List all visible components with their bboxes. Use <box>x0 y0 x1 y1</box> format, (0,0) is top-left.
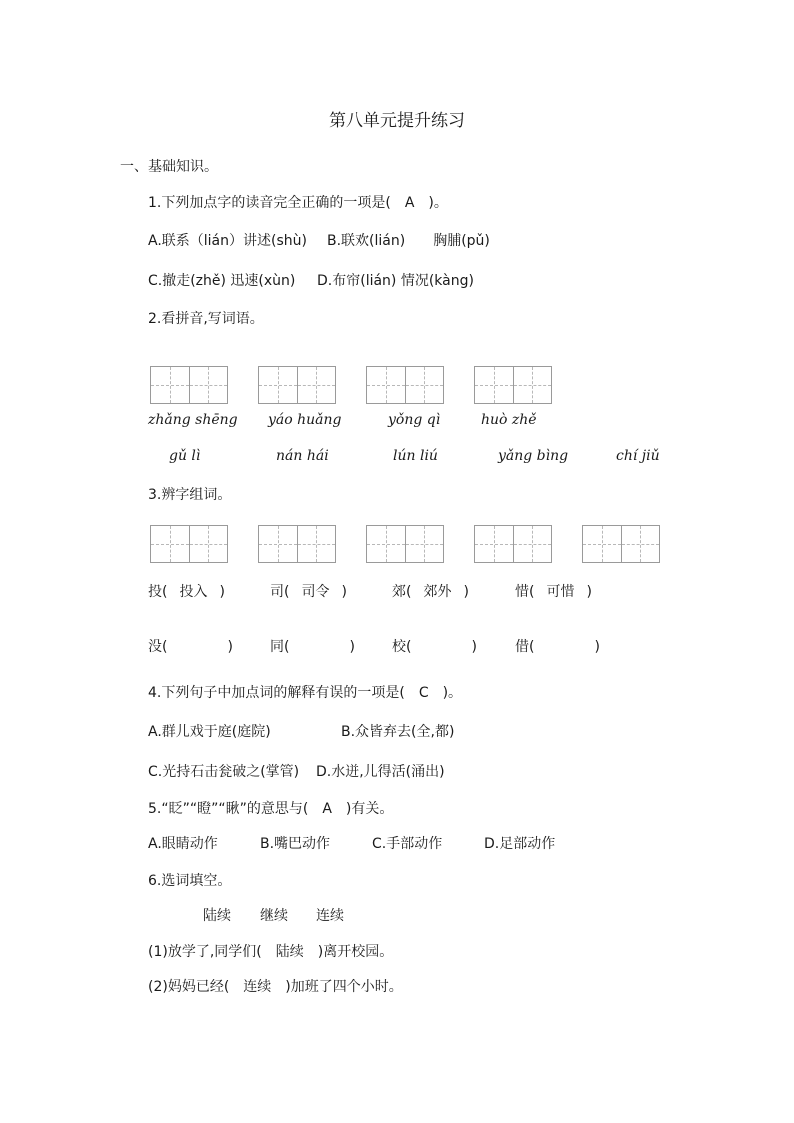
writing-box[interactable] <box>150 366 228 404</box>
word-group-item: 借( ) <box>515 639 600 655</box>
word-group-item: 司( 司令 ) <box>270 584 347 600</box>
word-group-item: 没( ) <box>148 639 233 655</box>
word-choice: 继续 <box>260 908 288 924</box>
writing-box[interactable] <box>474 366 552 404</box>
question-4-option-c: C.光持石击瓮破之(掌管) <box>148 764 300 780</box>
writing-box[interactable] <box>366 366 444 404</box>
page-title: 第八单元提升练习 <box>329 111 465 131</box>
question-1-stem: 1.下列加点字的读音完全正确的一项是( A )。 <box>148 195 448 211</box>
section-heading: 一、基础知识。 <box>120 159 218 175</box>
question-4-option-b: B.众皆弃去(全,都) <box>341 724 455 740</box>
question-2-stem: 2.看拼音,写词语。 <box>148 311 264 327</box>
writing-box[interactable] <box>366 525 444 563</box>
pinyin-label: zhǎng shēng <box>148 412 238 428</box>
pinyin-label: lún liú <box>393 448 438 464</box>
writing-box[interactable] <box>150 525 228 563</box>
word-group-item: 同( ) <box>270 639 355 655</box>
pinyin-label: chí jiǔ <box>616 448 660 464</box>
pinyin-label: yǒng qì <box>388 412 441 428</box>
word-group-item: 校( ) <box>392 639 477 655</box>
question-5-option-b: B.嘴巴动作 <box>260 836 331 852</box>
writing-box[interactable] <box>258 366 336 404</box>
question-1-option-c: C.撤走(zhě) 迅速(xùn) <box>148 273 296 289</box>
word-group-item: 投( 投入 ) <box>148 584 225 600</box>
pinyin-label: nán hái <box>276 448 329 464</box>
question-1-option-a: A.联系（lián）讲述(shù) <box>148 233 307 249</box>
pinyin-label: huò zhě <box>481 412 537 428</box>
pinyin-label: gǔ lì <box>169 448 201 464</box>
question-5-option-c: C.手部动作 <box>372 836 443 852</box>
writing-box[interactable] <box>258 525 336 563</box>
question-5-option-a: A.眼睛动作 <box>148 836 218 852</box>
question-1-option-b: B.联欢(lián) 胸脯(pǔ) <box>327 233 490 249</box>
question-5-stem: 5.“眨”“瞪”“瞅”的意思与( A )有关。 <box>148 801 394 817</box>
question-4-option-d: D.水迸,儿得活(涌出) <box>316 764 445 780</box>
word-choice: 陆续 <box>203 908 231 924</box>
word-choice: 连续 <box>316 908 344 924</box>
pinyin-label: yǎng bìng <box>498 448 569 464</box>
writing-box[interactable] <box>474 525 552 563</box>
question-5-option-d: D.足部动作 <box>484 836 556 852</box>
word-group-item: 惜( 可惜 ) <box>515 584 592 600</box>
fill-sentence-2: (2)妈妈已经( 连续 )加班了四个小时。 <box>148 979 403 995</box>
writing-box[interactable] <box>582 525 660 563</box>
question-6-stem: 6.选词填空。 <box>148 873 232 889</box>
word-group-item: 郊( 郊外 ) <box>392 584 469 600</box>
pinyin-label: yáo huǎng <box>268 412 342 428</box>
question-4-option-a: A.群儿戏于庭(庭院) <box>148 724 271 740</box>
question-4-stem: 4.下列句子中加点词的解释有误的一项是( C )。 <box>148 685 463 701</box>
question-3-stem: 3.辨字组词。 <box>148 487 232 503</box>
fill-sentence-1: (1)放学了,同学们( 陆续 )离开校园。 <box>148 944 394 960</box>
question-1-option-d: D.布帘(lián) 情况(kàng) <box>317 273 474 289</box>
